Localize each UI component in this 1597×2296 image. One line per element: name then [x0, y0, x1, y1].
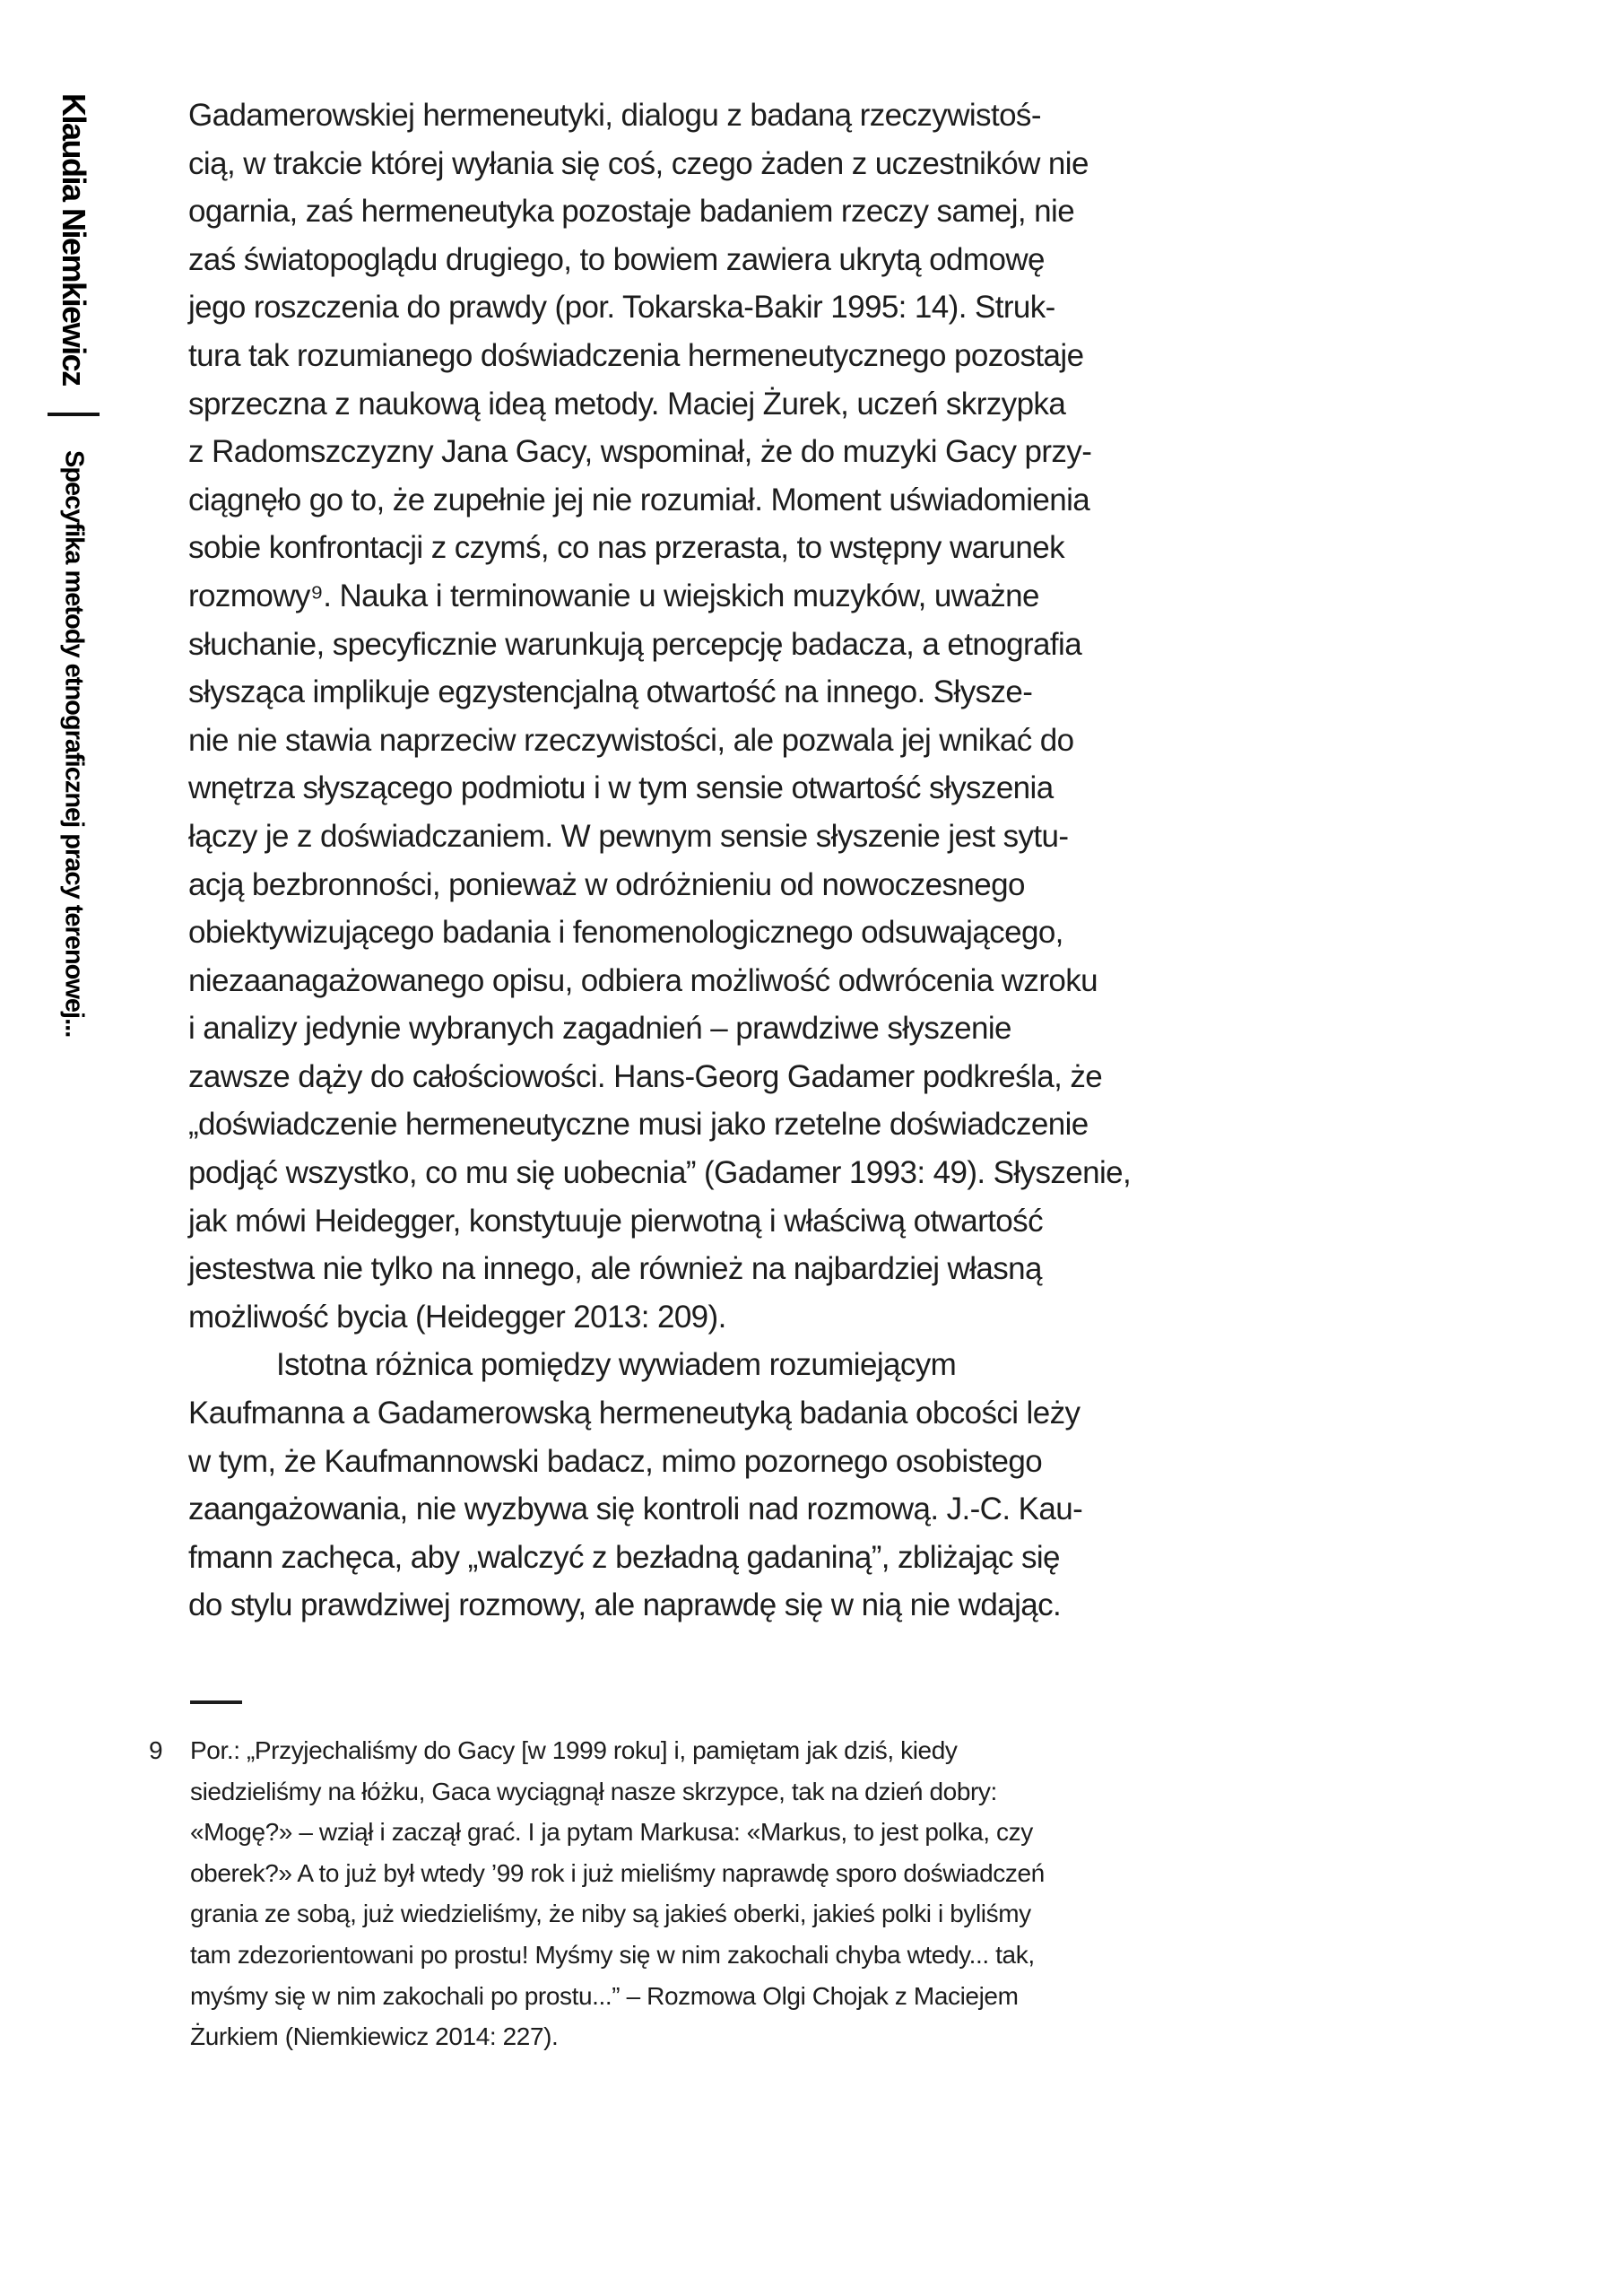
text-line: słuchanie, specyficznie warunkują percepcję badacza, a etnografia [188, 626, 1082, 662]
text-line: zaangażowania, nie wyzbywa się kontroli nad rozmową. J.-C. Kau- [188, 1492, 1083, 1527]
text-line: „doświadczenie hermeneutyczne musi jako rzetelne doświadczenie [188, 1107, 1089, 1143]
text-line: tura tak rozumianego doświadczenia hermeneutycznego pozostaje [188, 337, 1084, 373]
text-line: sprzeczna z naukową ideą metody. Maciej Żurek, uczeń skrzypka [188, 386, 1066, 422]
main-text-column [188, 91, 1264, 1630]
footnote-text: Por.: „Przyjechaliśmy do Gacy [w 1999 roku] i, pamiętam jak dziś, kiedy [190, 1736, 958, 1764]
text-line: jak mówi Heidegger, konstytuuje pierwotną i właściwą otwartość [188, 1203, 1043, 1239]
text-line: i analizy jedynie wybranych zagadnień – prawdziwe słyszenie [188, 1011, 1011, 1047]
footnote-line: tam zdezorientowani po prostu! Myśmy się w nim zakochali chyba wtedy... tak, [190, 1940, 1035, 1969]
text-line: podjąć wszystko, co mu się uobecnia” (Gadamer 1993: 49). Słyszenie, [188, 1155, 1132, 1191]
text-line: słysząca implikuje egzystencjalną otwartość na innego. Słysze- [188, 674, 1033, 710]
footnote-line: grania ze sobą, już wiedzieliśmy, że niby są jakieś oberki, jakieś polki i byliśmy [190, 1900, 1031, 1928]
footnote [149, 1730, 1266, 2057]
footnote-divider-line [190, 1700, 242, 1704]
footnote-line: oberek?» A to już był wtedy ’99 rok i już mieliśmy naprawdę sporo doświadczeń [190, 1858, 1045, 1887]
text-line: niezaanagażowanego opisu, odbiera możliwość odwrócenia wzroku [188, 962, 1098, 998]
text-line: w tym, że Kaufmannowski badacz, mimo pozornego osobistego [188, 1443, 1043, 1479]
text-line: acją bezbronności, ponieważ w odróżnieniu od nowoczesnego [188, 866, 1025, 902]
footnote-number: 9 [149, 1736, 163, 1764]
text-line: fmann zachęca, aby „walczyć z bezładną gadaniną”, zbliżając się [188, 1539, 1060, 1575]
sidebar-author-name: Klaudia Niemkiewicz [56, 93, 92, 386]
text-line: Gadamerowskiej hermeneutyki, dialogu z badaną rzeczywistoś- [188, 98, 1041, 133]
text-line: do stylu prawdziwej rozmowy, ale naprawdę się w nią nie wdając. [188, 1587, 1062, 1623]
text-line: zawsze dąży do całościowości. Hans-Georg Gadamer podkreśla, że [188, 1058, 1103, 1094]
text-line: Istotna różnica pomiędzy wywiadem rozumiejącym [276, 1347, 957, 1383]
paragraph-2 [188, 1341, 1264, 1630]
sidebar-divider-line [48, 413, 100, 416]
text-line: nie nie stawia naprzeciw rzeczywistości, ale pozwala jej wnikać do [188, 722, 1074, 758]
text-line: ogarnia, zaś hermeneutyka pozostaje badaniem rzeczy samej, nie [188, 194, 1075, 230]
footnote-line [149, 1730, 1266, 1771]
paragraph-1 [188, 91, 1264, 1341]
text-line: z Radomszczyzny Jana Gacy, wspominał, że do muzyki Gacy przy- [188, 434, 1092, 470]
text-line: cią, w trakcie której wyłania się coś, czego żaden z uczestników nie [188, 145, 1089, 181]
footnote-line: Żurkiem (Niemkiewicz 2014: 227). [190, 2022, 559, 2051]
text-line: wnętrza słyszącego podmiotu i w tym sensie otwartość słyszenia [188, 770, 1054, 806]
text-line: Kaufmanna a Gadamerowską hermeneutyką badania obcości leży [188, 1396, 1081, 1431]
footnote-line: siedzieliśmy na łóżku, Gaca wyciągnął nasze skrzypce, tak na dzień dobry: [190, 1777, 997, 1805]
text-line: jego roszczenia do prawdy (por. Tokarska-Bakir 1995: 14). Struk- [188, 290, 1055, 326]
text-line: możliwość bycia (Heidegger 2013: 209). [188, 1299, 726, 1335]
sidebar-vertical-text [45, 93, 102, 1037]
footnote-line: «Mogę?» – wziął i zaczął grać. I ja pytam Markusa: «Markus, to jest polka, czy [190, 1818, 1033, 1847]
text-line: sobie konfrontacji z czymś, co nas przerasta, to wstępny warunek [188, 530, 1065, 566]
text-line: łączy je z doświadczaniem. W pewnym sensie słyszenie jest sytu- [188, 818, 1069, 854]
text-line: jestestwa nie tylko na innego, ale również na najbardziej własną [188, 1251, 1042, 1287]
sidebar-chapter-title: Specyfika metody etnograficznej pracy terenowej... [59, 449, 89, 1037]
text-line: rozmowy⁹. Nauka i terminowanie u wiejskich muzyków, uważne [188, 578, 1039, 613]
text-line: ciągnęło go to, że zupełnie jej nie rozumiał. Moment uświadomienia [188, 482, 1090, 517]
text-line: zaś światopoglądu drugiego, to bowiem zawiera ukrytą odmowę [188, 241, 1045, 277]
text-line: obiektywizującego badania i fenomenologicznego odsuwającego, [188, 915, 1063, 951]
footnote-line: myśmy się w nim zakochali po prostu...” – Rozmowa Olgi Chojak z Maciejem [190, 1981, 1019, 2010]
